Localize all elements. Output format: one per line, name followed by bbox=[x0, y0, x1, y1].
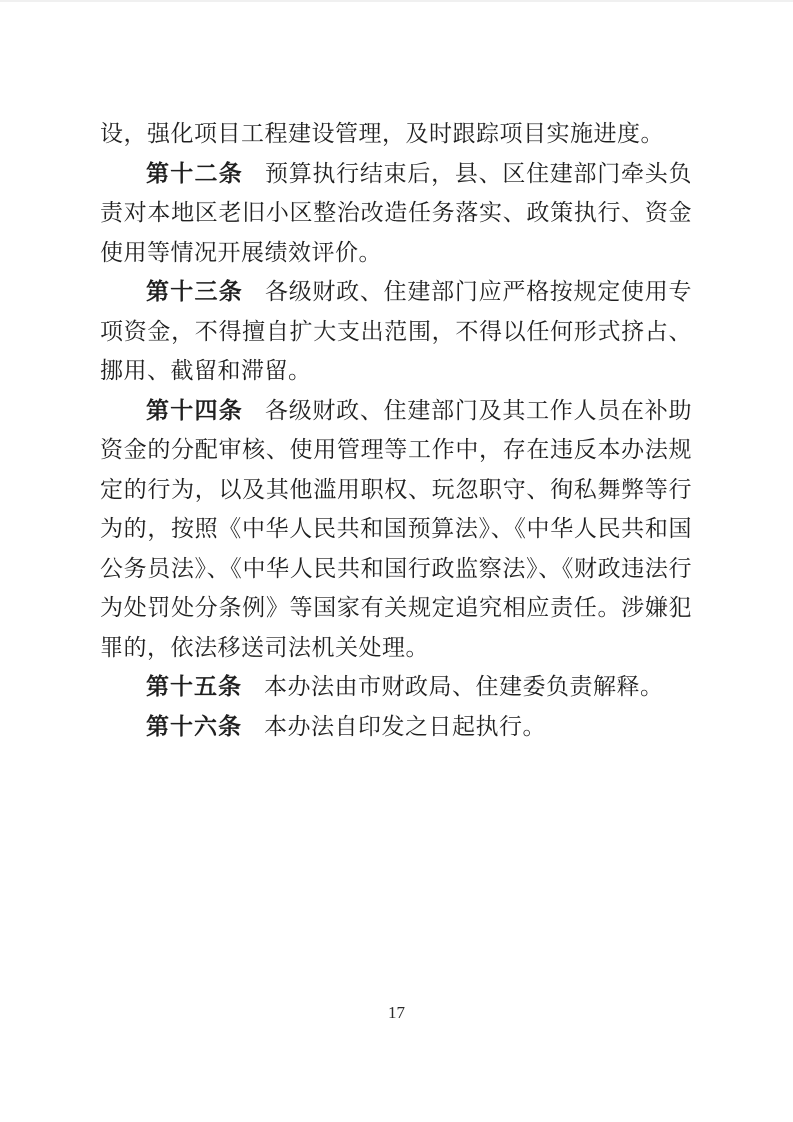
article-12-number: 第十二条 bbox=[146, 159, 243, 186]
article-15-text: 本办法由市财政局、住建委负责解释。 bbox=[264, 674, 664, 699]
article-16 bbox=[100, 707, 692, 747]
article-13-number: 第十三条 bbox=[146, 278, 243, 304]
article-15-number: 第十五条 bbox=[146, 673, 242, 699]
article-13 bbox=[100, 272, 692, 391]
article-13-text: 各级财政、住建部门应严格按规定使用专项资金，不得擅自扩大支出范围，不得以任何形式挤占、挪用、截留和滞留。 bbox=[100, 279, 693, 383]
paragraph-text: 设，强化项目工程建设管理，及时跟踪项目实施进度。 bbox=[100, 121, 664, 146]
article-12 bbox=[100, 154, 692, 273]
article-16-number: 第十六条 bbox=[146, 712, 242, 739]
article-14-number: 第十四条 bbox=[146, 396, 243, 423]
article-14 bbox=[100, 391, 692, 668]
article-16-text: 本办法自印发之日起执行。 bbox=[264, 713, 546, 739]
article-15 bbox=[100, 667, 692, 707]
paragraph-continuation bbox=[100, 114, 692, 154]
article-12-text: 预算执行结束后，县、区住建部门牵头负责对本地区老旧小区整治改造任务落实、政策执行、资金使用等情况开展绩效评价。 bbox=[100, 160, 693, 265]
page-number: 17 bbox=[388, 1003, 405, 1022]
scan-edge bbox=[0, 0, 793, 2]
document-text-block bbox=[100, 114, 692, 746]
article-14-text: 各级财政、住建部门及其工作人员在补助资金的分配审核、使用管理等工作中，存在违反本办法规定的行为，以及其他滥用职权、玩忽职守、徇私舞弊等行为的，按照《中华人民共和国预算法》、《中华人民共和国公务员法》、《中华人民共和国行政监察法》、《财政违法行为处罚处分条例》等国家有关规定追究相应责任。涉嫌犯罪的，依法移送司法机关处理。 bbox=[100, 397, 693, 660]
